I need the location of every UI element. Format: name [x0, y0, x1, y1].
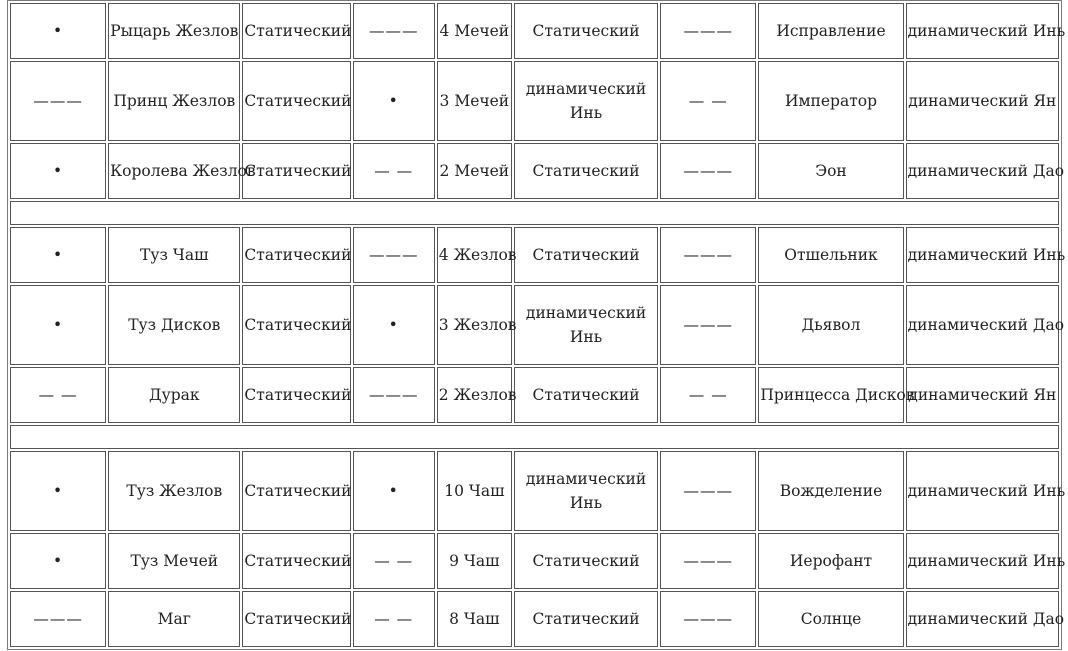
cell-card-state: Статический [242, 285, 350, 365]
cell-card-name: Туз Чаш [108, 227, 240, 283]
cell-card-state: Статический [242, 61, 350, 141]
cell-card-name-2: 8 Чаш [437, 591, 512, 647]
cell-card-state-3: динамический Инь [906, 3, 1059, 59]
cell-line-mark-3: ——— [660, 591, 756, 647]
cell-line-mark-2: • [353, 61, 435, 141]
cell-line-mark-2: ——— [353, 367, 435, 423]
cell-line-mark-2: — — [353, 143, 435, 199]
cell-card-state: Статический [242, 3, 350, 59]
cell-card-state-2: Статический [514, 143, 658, 199]
cell-line-mark-2: — — [353, 533, 435, 589]
table-row [10, 3, 1059, 59]
cell-card-name-3: Солнце [758, 591, 903, 647]
cell-card-name-3: Дьявол [758, 285, 903, 365]
cell-card-name-2: 3 Жезлов [437, 285, 512, 365]
cell-line-mark: • [10, 143, 106, 199]
cell-line-mark-2: ——— [353, 227, 435, 283]
cell-card-state: Статический [242, 227, 350, 283]
cell-line-mark-2: ——— [353, 3, 435, 59]
cell-line-mark-2: • [353, 451, 435, 531]
cell-card-name-3: Принцесса Дисков [758, 367, 903, 423]
cell-card-state-3: динамический Ян [906, 61, 1059, 141]
cell-card-state: Статический [242, 533, 350, 589]
cell-line-mark-3: ——— [660, 227, 756, 283]
cell-card-name-2: 9 Чаш [437, 533, 512, 589]
cell-line-mark: • [10, 227, 106, 283]
cell-card-name: Туз Жезлов [108, 451, 240, 531]
cell-card-state-3: динамический Инь [906, 451, 1059, 531]
cell-line-mark-3: ——— [660, 3, 756, 59]
cell-card-name: Туз Мечей [108, 533, 240, 589]
cell-line-mark: ——— [10, 61, 106, 141]
cell-line-mark: — — [10, 367, 106, 423]
cell-card-name-3: Император [758, 61, 903, 141]
cell-card-state: Статический [242, 367, 350, 423]
cell-card-state-2: Статический [514, 227, 658, 283]
cell-line-mark: • [10, 533, 106, 589]
cell-card-state-2: Статический [514, 367, 658, 423]
cell-card-state-2: Статический [514, 533, 658, 589]
cell-card-state-2: Статический [514, 591, 658, 647]
cell-line-mark-3: ——— [660, 451, 756, 531]
group-separator-row [10, 425, 1059, 449]
cell-card-state-3: динамический Дао [906, 285, 1059, 365]
table-row [10, 533, 1059, 589]
cell-card-name: Принц Жезлов [108, 61, 240, 141]
cell-card-name-3: Иерофант [758, 533, 903, 589]
cell-line-mark: ——— [10, 591, 106, 647]
cell-line-mark-2: • [353, 285, 435, 365]
separator-cell [10, 201, 1059, 225]
cell-card-name-2: 2 Мечей [437, 143, 512, 199]
cell-line-mark-2: — — [353, 591, 435, 647]
cell-card-state-3: динамический Дао [906, 591, 1059, 647]
cell-card-name-3: Вожделение [758, 451, 903, 531]
separator-cell [10, 425, 1059, 449]
table-row [10, 61, 1059, 141]
cell-card-name-2: 4 Жезлов [437, 227, 512, 283]
cell-card-state-3: динамический Инь [906, 533, 1059, 589]
cell-line-mark: • [10, 3, 106, 59]
cell-line-mark-3: ——— [660, 285, 756, 365]
cell-line-mark: • [10, 451, 106, 531]
cell-line-mark-3: — — [660, 367, 756, 423]
table-row [10, 367, 1059, 423]
cell-line-mark: • [10, 285, 106, 365]
cell-card-name-2: 4 Мечей [437, 3, 512, 59]
cell-card-state-2: динамический Инь [514, 61, 658, 141]
cell-card-state: Статический [242, 591, 350, 647]
cell-card-name-3: Исправление [758, 3, 903, 59]
table-row [10, 451, 1059, 531]
table-row [10, 143, 1059, 199]
cell-card-name: Туз Дисков [108, 285, 240, 365]
cell-card-name-3: Отшельник [758, 227, 903, 283]
table-row [10, 227, 1059, 283]
cell-card-name-2: 3 Мечей [437, 61, 512, 141]
cell-card-name: Рыцарь Жезлов [108, 3, 240, 59]
cell-card-name: Дурак [108, 367, 240, 423]
cell-card-state-2: динамический Инь [514, 285, 658, 365]
cell-line-mark-3: — — [660, 61, 756, 141]
cell-card-state-2: Статический [514, 3, 658, 59]
cell-card-state-3: динамический Инь [906, 227, 1059, 283]
cell-card-state: Статический [242, 451, 350, 531]
group-separator-row [10, 201, 1059, 225]
cell-line-mark-3: ——— [660, 143, 756, 199]
cell-card-state: Статический [242, 143, 350, 199]
table-row [10, 285, 1059, 365]
table-row [10, 591, 1059, 647]
cell-line-mark-3: ——— [660, 533, 756, 589]
cell-card-name-2: 2 Жезлов [437, 367, 512, 423]
cell-card-state-3: динамический Ян [906, 367, 1059, 423]
cell-card-name: Королева Жезлов [108, 143, 240, 199]
cell-card-state-3: динамический Дао [906, 143, 1059, 199]
cell-card-state-2: динамический Инь [514, 451, 658, 531]
tarot-correspondence-table [7, 0, 1066, 650]
table-body [10, 3, 1066, 647]
cell-card-name: Маг [108, 591, 240, 647]
cell-card-name-2: 10 Чаш [437, 451, 512, 531]
cell-card-name-3: Эон [758, 143, 903, 199]
